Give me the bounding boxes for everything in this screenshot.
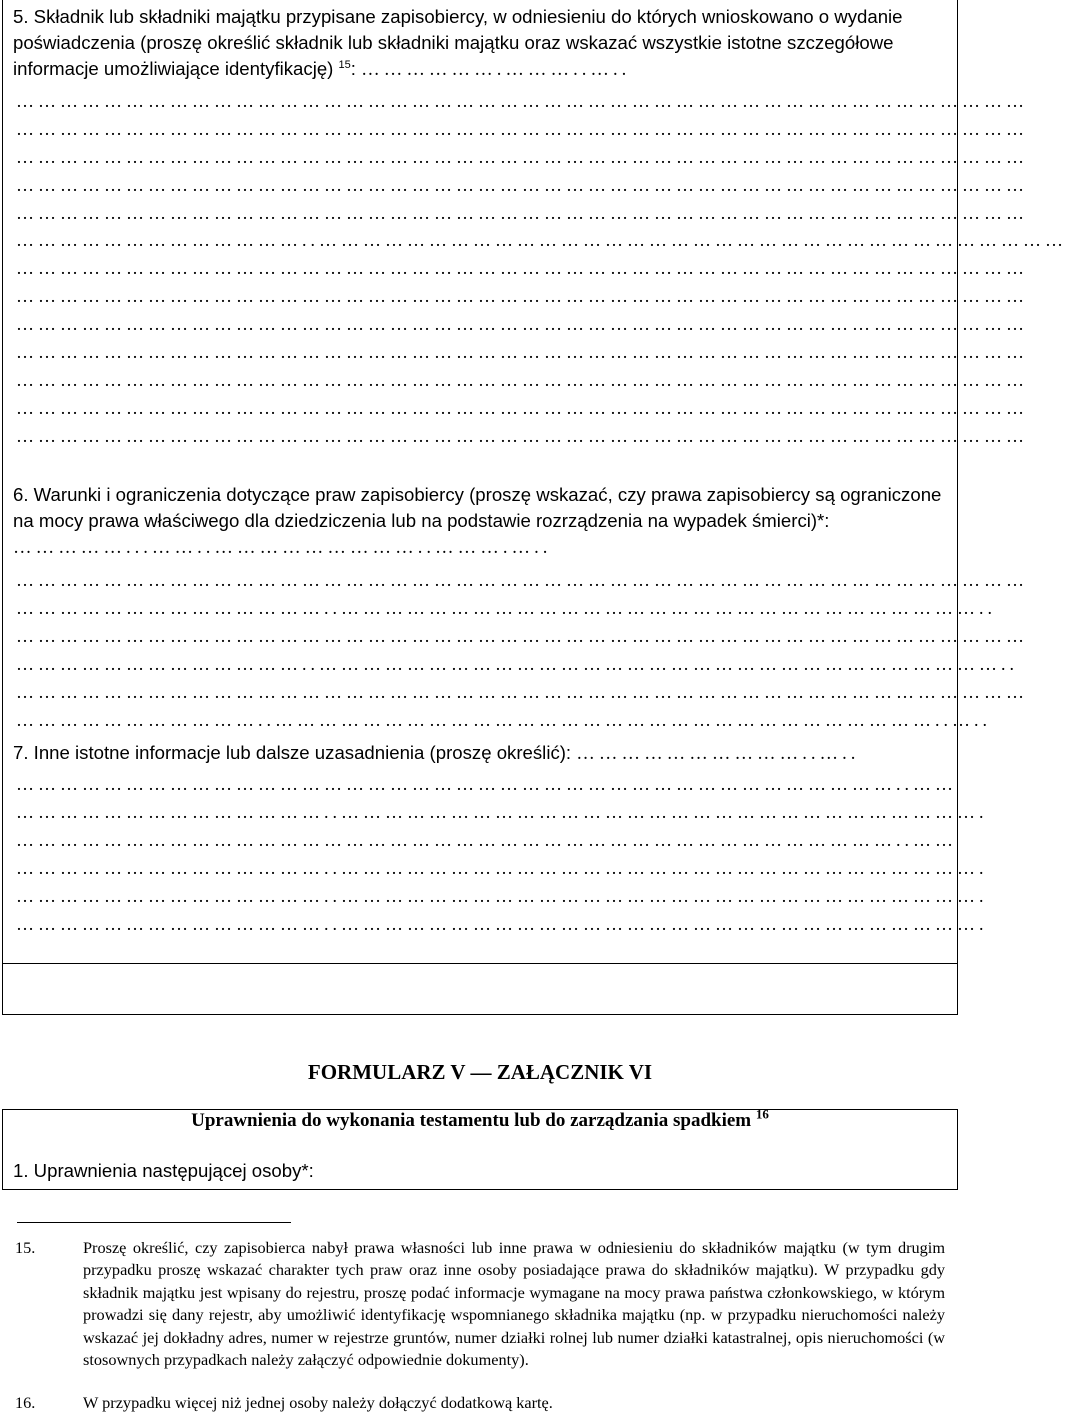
footnote-divider xyxy=(17,1222,291,1223)
footnote-number: 16. xyxy=(15,1393,36,1412)
section-5-colon: : xyxy=(350,58,356,79)
form-title: FORMULARZ V — ZAŁĄCZNIK VI xyxy=(307,1060,653,1084)
section-5-line[interactable]: ………………………………………………………………………………………………………………………… xyxy=(16,258,1028,278)
section-6-line[interactable]: ………………………………………………………………………………………………………………………… xyxy=(16,626,1028,646)
form-subtitle xyxy=(0,1106,960,1132)
section-7-inline-dots: …………………………..….. xyxy=(576,743,860,764)
section-5-line[interactable]: ………………………………………………………………………………………………………………………… xyxy=(16,147,1028,167)
footnote-ref-15: 15 xyxy=(338,58,351,71)
section-5-line[interactable]: ………………………………………………………………………………………………………………………… xyxy=(16,426,1028,446)
section-5-line[interactable]: …………………………………..………………………………………………………………………………………… xyxy=(16,230,1067,250)
section-7-line[interactable]: …………………………………………………………………………………………………………..…… xyxy=(16,774,957,794)
form-subtitle-text: Uprawnienia do wykonania testamentu lub do zarządzania spadkiem xyxy=(191,1110,752,1131)
blank-box xyxy=(2,963,958,1015)
section-7-line[interactable]: ……………………………………..……………………………………………………………………………. xyxy=(16,914,988,934)
section-5-line[interactable]: ………………………………………………………………………………………………………………………… xyxy=(16,203,1028,223)
form-item-1: 1. Uprawnienia następującej osoby*: xyxy=(13,1160,314,1181)
section-6-text xyxy=(13,482,942,561)
section-5-line[interactable]: ………………………………………………………………………………………………………………………… xyxy=(16,175,1028,195)
footnote-16 xyxy=(15,1392,945,1414)
section-5-inline-dots: ……………….………..….. xyxy=(361,59,631,80)
section-5-line[interactable]: ………………………………………………………………………………………………………………………… xyxy=(16,119,1028,139)
section-5-line[interactable]: ………………………………………………………………………………………………………………………… xyxy=(16,342,1028,362)
footnote-text: W przypadku więcej niż jednej osoby należy dołączyć dodatkową kartę. xyxy=(83,1393,553,1412)
section-5-line[interactable]: ………………………………………………………………………………………………………………………… xyxy=(16,314,1028,334)
footnote-ref-16: 16 xyxy=(755,1106,769,1122)
section-6-line[interactable]: ………………………………………………………………………………………………………………………… xyxy=(16,682,1028,702)
section-5-line[interactable]: ………………………………………………………………………………………………………………………… xyxy=(16,286,1028,306)
section-6-line[interactable]: ……………………………………..…………………………………………………………………………….. xyxy=(16,598,996,618)
footnote-15 xyxy=(15,1237,945,1371)
section-6-line[interactable]: ………………………………………………………………………………………………………………………… xyxy=(16,570,1028,590)
section-7-line[interactable]: ……………………………………..……………………………………………………………………………. xyxy=(16,886,988,906)
section-5-text xyxy=(13,4,942,83)
section-7-line[interactable]: ……………………………………..……………………………………………………………………………. xyxy=(16,802,988,822)
section-7-line[interactable]: ……………………………………..……………………………………………………………………………. xyxy=(16,858,988,878)
section-7-label: 7. Inne istotne informacje lub dalsze uzasadnienia (proszę określić): xyxy=(13,742,572,763)
section-6-inline-dots: ……………...……..………………………..……….….. xyxy=(13,537,552,558)
footnote-text: Proszę określić, czy zapisobierca nabył prawa własności lub inne prawa w odniesieniu do składników majątku (w tym drugim przypadku proszę wskazać charakter tych praw oraz inne osoby posiadające prawa do składników majątku). W przypadku gdy składnik majątku jest wpisany do rejestru, proszę podać informacje wymagane na mocy prawa państwa członkowskiego, w którym prowadzi się dany rejestr, aby umożliwić identyfikację wspomnianego składnika majątku (np. w przypadku nieruchomości należy wskazać jej dokładny adres, numer w rejestrze gruntów, numer działki rolnej lub numer działki katastralnej, opis nieruchomości (w stosownych przypadkach należy załączyć odpowiednie dokumenty). xyxy=(83,1238,945,1370)
section-6-label: 6. Warunki i ograniczenia dotyczące praw zapisobiercy (proszę wskazać, czy prawa zapisobiercy są ograniczone na mocy prawa właściwego dla dziedziczenia lub na podstawie rozrządzenia na wypadek śmierci)*: xyxy=(13,484,942,531)
footnote-number: 15. xyxy=(15,1238,36,1257)
section-7-line[interactable]: …………………………………………………………………………………………………………..…… xyxy=(16,830,957,850)
section-6-line[interactable]: …………………………………..………………………………………………………………………………….. xyxy=(16,654,1018,674)
section-5-line[interactable]: ………………………………………………………………………………………………………………………… xyxy=(16,91,1028,111)
section-7-text xyxy=(13,740,942,767)
section-5-line[interactable]: ………………………………………………………………………………………………………………………… xyxy=(16,370,1028,390)
section-6-line[interactable]: ……………………………..………………………………………………………………………………..….. xyxy=(16,710,991,730)
section-5-label: 5. Składnik lub składniki majątku przypisane zapisobiercy, w odniesieniu do których wnioskowano o wydanie poświadczenia (proszę określić składnik lub składniki majątku oraz wskazać wszystkie istotne szczegółowe informacje umożliwiające identyfikację) xyxy=(13,6,903,79)
section-5-line[interactable]: ………………………………………………………………………………………………………………………… xyxy=(16,398,1028,418)
